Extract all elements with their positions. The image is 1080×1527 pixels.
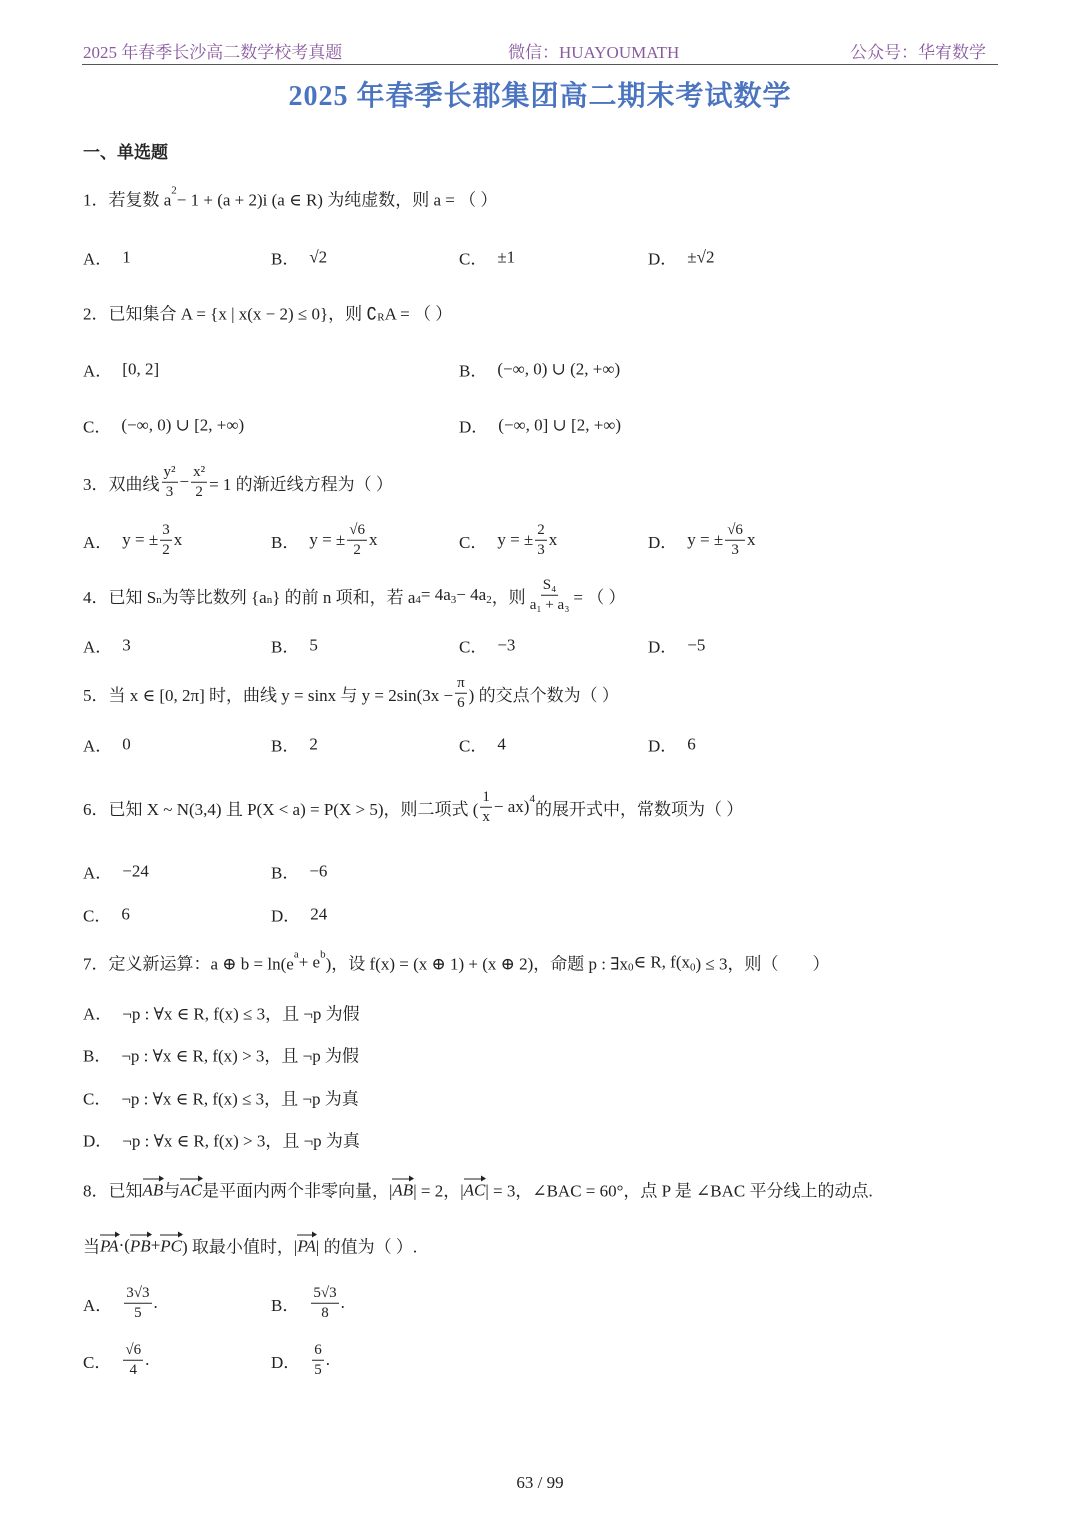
option-label: C．	[459, 736, 488, 756]
option-label: D．	[271, 1352, 301, 1372]
option-label: C．	[459, 637, 488, 657]
text-run: 6	[687, 734, 696, 753]
numerator: y²	[162, 463, 178, 483]
text-run: (−∞, 0] ∪ [2, +∞)	[498, 415, 622, 434]
header-center: 微信：HUAYOUMATH	[508, 43, 680, 62]
text-run: 的展开式中，常数项为（ ）	[534, 799, 744, 819]
text-run: .	[325, 1350, 331, 1369]
text-run: y = ±	[687, 530, 724, 549]
header-right: 公众号：华宥数学	[850, 43, 986, 62]
text-run: − 1 + (a + 2)i (a ∈ R) 为纯虚数，则 a = （ ）	[176, 190, 498, 210]
text-run: ¬p : ∀x ∈ R, f(x) > 3，且 ¬p 为假	[121, 1046, 359, 1066]
option-label: A．	[83, 736, 113, 756]
question-stem	[83, 1233, 417, 1258]
text-run: ·(	[118, 1235, 130, 1254]
answer-option[interactable]	[83, 521, 182, 560]
text-run: x	[548, 530, 558, 549]
denominator: 5	[134, 1304, 142, 1321]
option-label: B．	[271, 736, 300, 756]
text-run: ) 取最小值时，|	[182, 1237, 298, 1257]
fraction	[311, 1284, 338, 1323]
superscript: b	[320, 948, 326, 960]
text-run: | 的值为（ ）.	[315, 1237, 418, 1257]
option-label: B．	[83, 1046, 112, 1066]
denominator: 3	[165, 483, 174, 500]
subscript: n	[266, 594, 273, 606]
numerator: √6	[123, 1341, 143, 1361]
subscript: n	[156, 594, 162, 606]
numerator: 3√3	[124, 1284, 151, 1304]
page-title: 2025 年春季长郡集团高二期末考试数学	[288, 81, 792, 112]
denominator: 2	[195, 483, 203, 500]
text-run: y = ±	[309, 530, 346, 549]
fraction	[191, 463, 207, 502]
option-label: B．	[271, 863, 300, 883]
fraction	[162, 463, 178, 502]
text-run: 0	[122, 734, 131, 753]
text-run: ∈ R, f(x	[633, 952, 690, 971]
vector: PA	[297, 1236, 316, 1255]
option-label: D．	[271, 906, 301, 926]
answer-option[interactable]	[83, 1284, 158, 1323]
denominator: 3	[731, 541, 739, 558]
text-run: 4．已知 S	[83, 587, 157, 607]
answer-option[interactable]	[271, 902, 327, 927]
text-run: 5．当 x ∈ [0, 2π] 时，曲线 y = sinx 与 y = 2sin(3x −	[83, 685, 454, 705]
denominator: 8	[321, 1304, 329, 1321]
text-run: +	[150, 1235, 161, 1254]
text-run: √2	[309, 247, 328, 266]
denominator: x	[482, 808, 490, 825]
subscript: 0	[690, 961, 696, 973]
fraction	[312, 1341, 324, 1380]
answer-option[interactable]	[459, 633, 515, 658]
vector: AC	[463, 1180, 486, 1199]
text-run: } 的前 n 项和，若 a	[272, 587, 416, 607]
text-run: A = （ ）	[384, 304, 453, 324]
answer-option[interactable]	[459, 245, 515, 270]
text-run: x	[746, 530, 756, 549]
option-label: A．	[83, 361, 113, 381]
answer-option[interactable]	[271, 521, 378, 560]
option-label: B．	[271, 249, 300, 269]
option-label: A．	[83, 532, 113, 552]
answer-option[interactable]	[648, 732, 696, 757]
vector: AB	[392, 1180, 414, 1199]
answer-option[interactable]	[459, 732, 506, 757]
numerator: S₄	[541, 576, 559, 596]
answer-option[interactable]	[271, 1284, 345, 1323]
text-run: 3．双曲线	[83, 474, 160, 494]
question-stem	[83, 186, 497, 211]
text-run: | = 3，∠BAC = 60°，点 P 是 ∠BAC 平分线上的动点.	[485, 1181, 873, 1201]
denominator: 4	[129, 1361, 137, 1378]
option-label: C．	[83, 1352, 112, 1372]
answer-option[interactable]	[648, 633, 705, 658]
text-run: 6．已知 X ~ N(3,4) 且 P(X < a) = P(X > 5)，则二项式 (	[83, 799, 479, 819]
text-run: 5	[309, 635, 318, 654]
text-run: 6	[121, 904, 130, 923]
text-run: 2．已知集合 A = {x | x(x − 2) ≤ 0}，则 ∁	[83, 304, 378, 324]
text-run: (−∞, 0) ∪ [2, +∞)	[121, 415, 245, 434]
option-label: D．	[648, 637, 678, 657]
option-label: A．	[83, 1295, 113, 1315]
text-run: 7．定义新运算：a ⊕ b = ln(e	[83, 954, 294, 974]
option-label: D．	[83, 1131, 113, 1151]
text-run: − ax)	[493, 797, 530, 816]
answer-option[interactable]	[83, 413, 244, 438]
text-run: 2	[309, 734, 318, 753]
answer-option[interactable]	[83, 1085, 359, 1110]
option-label: B．	[459, 361, 488, 381]
answer-option[interactable]	[83, 902, 130, 927]
answer-option[interactable]	[271, 1341, 330, 1380]
fraction	[124, 1284, 151, 1323]
vector: AB	[142, 1180, 164, 1199]
subscript: 0	[628, 961, 634, 973]
denominator: 5	[314, 1361, 322, 1378]
question-stem	[83, 576, 626, 615]
answer-option[interactable]	[83, 1042, 359, 1067]
subscript: 3	[450, 594, 457, 606]
option-label: A．	[83, 249, 113, 269]
text-run: 是平面内两个非零向量，|	[202, 1181, 393, 1201]
answer-option[interactable]	[271, 859, 327, 884]
numerator: √6	[347, 521, 367, 541]
numerator: 3	[160, 521, 172, 541]
numerator: √6	[725, 521, 745, 541]
header-left: 2025 年春季长沙高二数学校考真题	[83, 43, 343, 62]
answer-option[interactable]	[648, 245, 714, 270]
text-run: + e	[298, 952, 321, 971]
text-run: (−∞, 0) ∪ (2, +∞)	[497, 359, 621, 378]
fraction	[123, 1341, 143, 1380]
text-run: −	[179, 472, 190, 491]
question-stem	[83, 300, 452, 325]
fraction	[480, 788, 492, 827]
text-run: .	[145, 1350, 150, 1369]
option-label: B．	[271, 1295, 300, 1315]
text-run: ¬p : ∀x ∈ R, f(x) ≤ 3，且 ¬p 为真	[121, 1089, 359, 1109]
fraction	[455, 674, 467, 713]
text-run: −6	[309, 861, 328, 880]
answer-option[interactable]	[83, 859, 149, 884]
denominator: 2	[162, 541, 170, 558]
text-run: −5	[687, 635, 706, 654]
fraction	[160, 521, 172, 560]
text-run: = 4a	[420, 585, 451, 604]
text-run: 当	[83, 1237, 100, 1257]
text-run: 24	[310, 904, 328, 923]
subscript: 4	[415, 594, 421, 606]
text-run: ±√2	[687, 247, 715, 266]
text-run: x	[173, 530, 183, 549]
denominator: a₁ + a₃	[529, 596, 570, 613]
question-stem	[83, 788, 743, 827]
text-run: )，设 f(x) = (x ⊕ 1) + (x ⊕ 2)，命题 p : ∃x	[325, 954, 628, 974]
option-label: A．	[83, 637, 113, 657]
text-run: 4	[497, 734, 506, 753]
subscript: R	[377, 311, 385, 323]
text-run: y = ±	[497, 530, 534, 549]
option-label: C．	[459, 532, 488, 552]
answer-option[interactable]	[459, 521, 557, 560]
vector: PC	[160, 1236, 183, 1255]
question-stem	[83, 1177, 873, 1202]
text-run: ¬p : ∀x ∈ R, f(x) > 3，且 ¬p 为真	[122, 1131, 360, 1151]
option-label: D．	[648, 736, 678, 756]
option-label: D．	[648, 249, 678, 269]
option-label: A．	[83, 863, 113, 883]
text-run: 3	[122, 635, 131, 654]
question-stem	[83, 674, 619, 713]
text-run: − 4a	[456, 585, 487, 604]
numerator: 5√3	[311, 1284, 338, 1304]
answer-option[interactable]	[459, 357, 620, 382]
numerator: π	[455, 674, 467, 694]
denominator: 6	[457, 694, 465, 711]
page-number: 63 / 99	[516, 1473, 564, 1492]
text-run: .	[340, 1293, 345, 1312]
answer-option[interactable]	[271, 633, 318, 658]
option-label: D．	[459, 417, 489, 437]
text-run: 与	[163, 1181, 181, 1201]
text-run: ) ≤ 3，则（ ）	[695, 954, 830, 974]
text-run: [0, 2]	[122, 359, 160, 378]
option-label: D．	[648, 532, 678, 552]
text-run: y = ±	[122, 530, 159, 549]
numerator: 1	[480, 788, 492, 808]
header-divider	[82, 64, 998, 65]
fraction	[347, 521, 367, 560]
text-run: x	[369, 530, 378, 549]
text-run: 1．若复数 a	[83, 190, 172, 210]
text-run: 1	[122, 247, 131, 266]
answer-option[interactable]	[83, 245, 131, 270]
text-run: −3	[497, 635, 516, 654]
text-run: ±1	[497, 247, 516, 266]
text-run: ¬p : ∀x ∈ R, f(x) ≤ 3，且 ¬p 为假	[122, 1004, 360, 1024]
subscript: 2	[486, 594, 492, 606]
answer-option[interactable]	[648, 521, 755, 560]
text-run: 为等比数列 {a	[161, 587, 267, 607]
option-label: C．	[83, 417, 112, 437]
section-heading: 一、单选题	[83, 143, 168, 162]
answer-option[interactable]	[271, 245, 327, 270]
numerator: 2	[535, 521, 547, 541]
question-stem	[83, 950, 830, 975]
vector: PA	[100, 1236, 119, 1255]
superscript: 4	[529, 793, 535, 805]
option-label: B．	[271, 637, 300, 657]
option-label: A．	[83, 1004, 113, 1024]
answer-option[interactable]	[271, 732, 318, 757]
numerator: 6	[312, 1341, 324, 1361]
answer-option[interactable]	[83, 1127, 360, 1152]
denominator: 2	[353, 541, 361, 558]
option-label: C．	[83, 1089, 112, 1109]
answer-option[interactable]	[83, 1341, 149, 1380]
superscript: 2	[171, 184, 177, 196]
vector: AC	[180, 1180, 203, 1199]
numerator: x²	[191, 463, 207, 483]
answer-option[interactable]	[459, 413, 621, 438]
option-label: B．	[271, 532, 300, 552]
text-run: = 1 的渐近线方程为（ ）	[209, 474, 393, 494]
text-run: −24	[122, 861, 149, 880]
option-label: C．	[83, 906, 112, 926]
text-run: ，则	[491, 587, 526, 607]
fraction	[535, 521, 547, 560]
text-run: = （ ）	[573, 587, 626, 607]
text-run: 8．已知	[83, 1181, 143, 1201]
denominator: 3	[537, 541, 545, 558]
fraction	[725, 521, 745, 560]
answer-option[interactable]	[83, 357, 159, 382]
text-run: | = 2，|	[413, 1181, 464, 1201]
option-label: C．	[459, 249, 488, 269]
fraction	[528, 576, 572, 615]
text-run: .	[153, 1293, 158, 1312]
vector: PB	[129, 1236, 151, 1255]
superscript: a	[293, 948, 299, 960]
text-run: ) 的交点个数为（ ）	[468, 685, 619, 705]
answer-option[interactable]	[83, 1000, 360, 1025]
answer-option[interactable]	[83, 633, 131, 658]
question-stem	[83, 463, 393, 502]
answer-option[interactable]	[83, 732, 131, 757]
